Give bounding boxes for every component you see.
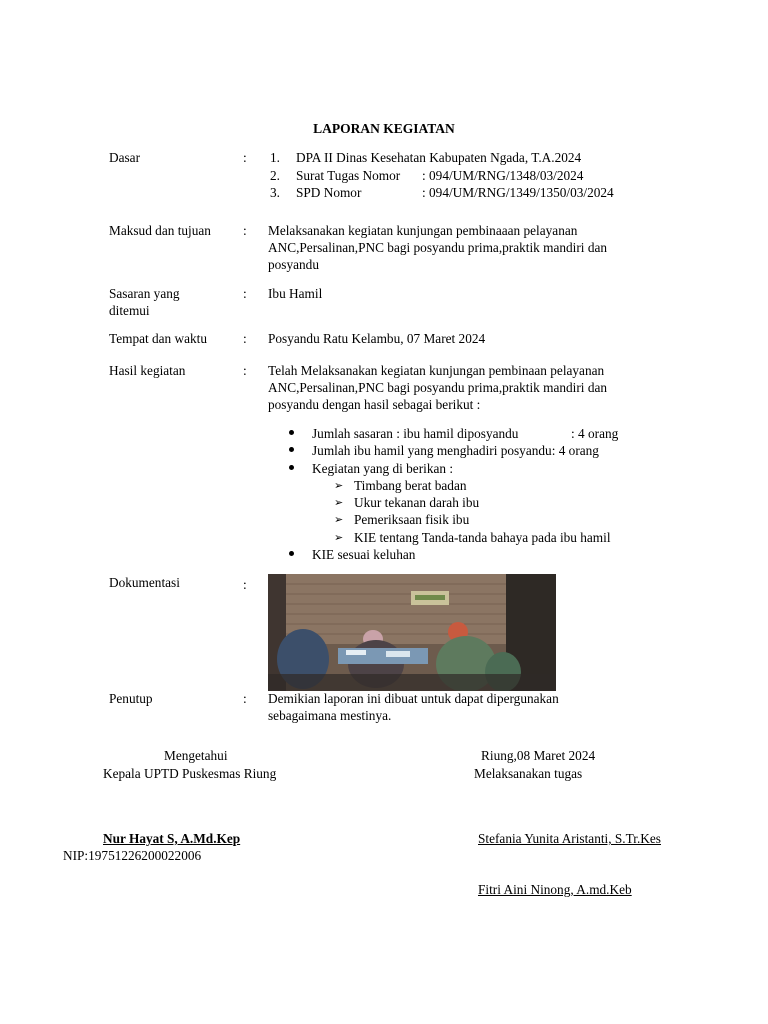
dasar-item-value: : 094/UM/RNG/1348/03/2024 (422, 167, 584, 183)
sig-right-role: Melaksanakan tugas (474, 766, 583, 781)
dasar-item-text: DPA II Dinas Kesehatan Kabupaten Ngada, T.A.2024 (296, 150, 582, 165)
bullet-icon (286, 425, 312, 442)
bullet-icon (286, 460, 312, 477)
maksud-colon: : (243, 223, 247, 238)
dasar-item (270, 167, 614, 185)
arrow-bullet-icon: ➢ (334, 513, 344, 527)
dasar-item (270, 149, 614, 167)
sasaran-colon: : (243, 286, 247, 301)
dasar-item-number: 3. (270, 185, 280, 200)
dasar-item-value: : 094/UM/RNG/1349/1350/03/2024 (422, 185, 614, 200)
sub-list-item (286, 529, 618, 546)
list-item (286, 425, 618, 442)
dokumentasi-colon: : (243, 577, 247, 592)
sasaran-label: Sasaran yang ditemui (109, 286, 180, 318)
bullet-icon (286, 442, 312, 459)
list-item (286, 546, 618, 563)
sub-item-text: KIE tentang Tanda-tanda bahaya pada ibu hamil (354, 529, 611, 545)
dasar-item (270, 184, 614, 202)
penutup-colon: : (243, 691, 247, 706)
sig-right-name-2: Fitri Aini Ninong, A.md.Keb (478, 882, 632, 897)
sub-item-text: Timbang berat badan (354, 477, 467, 493)
sig-right-place-date: Riung,08 Maret 2024 (481, 748, 596, 763)
hasil-colon: : (243, 363, 247, 378)
penutup-label: Penutup (109, 691, 153, 706)
dasar-colon: : (243, 150, 247, 165)
bullet-value: : 4 orang (551, 443, 599, 459)
bullet-text: Jumlah sasaran : ibu hamil diposyandu (312, 426, 519, 441)
sig-left-heading: Mengetahui (164, 748, 228, 763)
dasar-label: Dasar (109, 150, 141, 165)
bullet-text: Kegiatan yang di berikan : (312, 460, 454, 476)
sub-list-item (286, 494, 618, 511)
tempat-label: Tempat dan waktu (109, 331, 208, 346)
hasil-bullet-list (286, 425, 618, 563)
dokumentasi-label: Dokumentasi (109, 575, 180, 590)
hasil-text: Telah Melaksanakan kegiatan kunjungan pembinaan pelayanan ANC,Persalinan,PNC bagi posyandu prima,praktik mandiri dan posyandu dengan hasil sebagai berikut : (268, 363, 608, 412)
sig-left-nip: NIP:19751226200022006 (63, 848, 202, 863)
penutup-text: Demikian laporan ini dibuat untuk dapat dipergunakan sebagaimana mestinya. (268, 691, 559, 723)
sig-left-name: Nur Hayat S, A.Md.Kep (103, 831, 241, 846)
dasar-item-text: SPD Nomor (296, 185, 362, 200)
arrow-bullet-icon: ➢ (334, 530, 344, 544)
tempat-text: Posyandu Ratu Kelambu, 07 Maret 2024 (268, 331, 486, 346)
sasaran-text: Ibu Hamil (268, 286, 323, 301)
dasar-item-number: 1. (270, 150, 280, 165)
maksud-label: Maksud dan tujuan (109, 223, 211, 238)
report-title: LAPORAN KEGIATAN (313, 121, 455, 136)
bullet-value: : 4 orang (571, 426, 619, 441)
documentation-photo (268, 574, 556, 691)
list-item (286, 442, 618, 459)
sub-item-text: Pemeriksaan fisik ibu (354, 512, 470, 528)
sig-left-role: Kepala UPTD Puskesmas Riung (103, 766, 277, 781)
dasar-item-number: 2. (270, 167, 280, 183)
bullet-text: Jumlah ibu hamil yang menghadiri posyandu (312, 443, 552, 459)
list-item (286, 460, 618, 477)
bullet-icon (286, 546, 312, 563)
arrow-bullet-icon: ➢ (334, 478, 344, 492)
sub-list-item (286, 511, 618, 528)
arrow-bullet-icon: ➢ (334, 496, 344, 510)
sub-list-item (286, 477, 618, 494)
dasar-list (270, 149, 614, 202)
documentation-photo-image (268, 574, 556, 691)
maksud-text: Melaksanakan kegiatan kunjungan pembinaaan pelayanan ANC,Persalinan,PNC bagi posyandu prima,praktik mandiri dan posyandu (268, 223, 608, 272)
bullet-text: KIE sesuai keluhan (312, 547, 416, 563)
sub-item-text: Ukur tekanan darah ibu (354, 495, 480, 511)
sig-right-name-1: Stefania Yunita Aristanti, S.Tr.Kes (478, 831, 661, 846)
tempat-colon: : (243, 331, 247, 346)
dasar-item-text: Surat Tugas Nomor (296, 167, 401, 183)
hasil-label: Hasil kegiatan (109, 363, 186, 378)
